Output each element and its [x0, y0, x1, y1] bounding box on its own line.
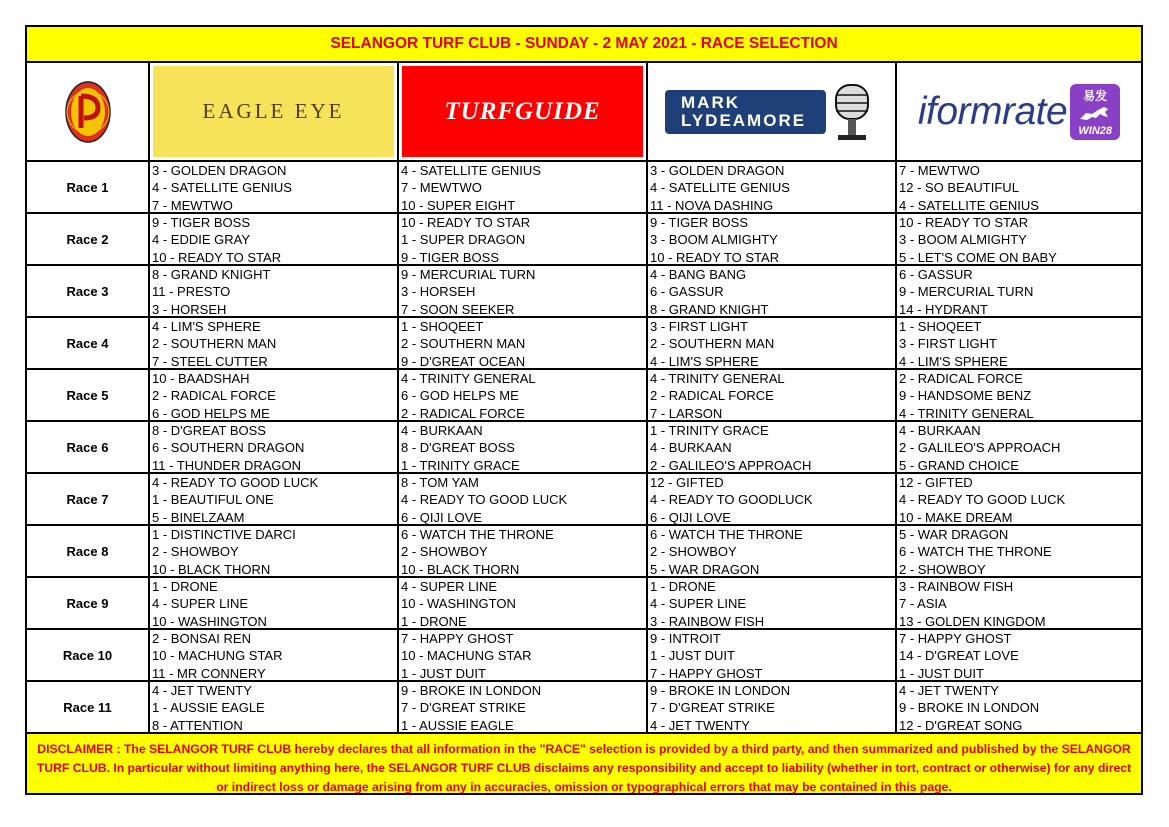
- horse-pick: 10 - READY TO STAR: [650, 249, 780, 265]
- selection-cell: [648, 422, 897, 472]
- horse-pick: 5 - WAR DRAGON: [650, 561, 760, 577]
- horse-pick: 2 - SHOWBOY: [401, 544, 488, 560]
- horse-pick: 4 - SUPER LINE: [401, 579, 498, 594]
- selection-cell: [399, 318, 648, 368]
- horse-pick: 3 - BOOM ALMIGHTY: [650, 232, 778, 248]
- selection-cell: [897, 370, 1141, 420]
- horse-pick: 4 - SATELLITE GENIUS: [401, 163, 541, 178]
- horse-pick: 4 - TRINITY GENERAL: [899, 405, 1034, 421]
- horse-pick: 9 - HANDSOME BENZ: [899, 388, 1032, 404]
- horse-pick: 7 - HAPPY GHOST: [899, 631, 1012, 646]
- horse-pick: 7 - D'GREAT STRIKE: [650, 700, 775, 716]
- horse-pick: 2 - BONSAI REN: [152, 631, 251, 646]
- race-label: Race 8: [27, 526, 150, 576]
- horse-pick: 11 - PRESTO: [152, 284, 231, 300]
- eagle-eye-logo-cell: [150, 63, 399, 160]
- horse-pick: 1 - SHOQEET: [899, 319, 982, 334]
- horse-pick: 8 - GRAND KNIGHT: [152, 267, 271, 282]
- horse-pick: 10 - BLACK THORN: [152, 561, 271, 577]
- selection-cell: [399, 162, 648, 212]
- selection-cell: [897, 630, 1141, 680]
- horse-pick: 1 - JUST DUIT: [401, 665, 486, 681]
- horse-pick: 1 - AUSSIE EAGLE: [152, 700, 265, 716]
- horse-pick: 9 - BROKE IN LONDON: [650, 683, 791, 698]
- horse-pick: 1 - BEAUTIFUL ONE: [152, 492, 274, 508]
- horse-pick: 1 - JUST DUIT: [899, 665, 984, 681]
- horse-pick: 10 - READY TO STAR: [152, 249, 282, 265]
- selection-cell: [897, 162, 1141, 212]
- horse-pick: 7 - LARSON: [650, 405, 723, 421]
- horse-pick: 4 - SATELLITE GENIUS: [152, 180, 292, 196]
- race-label: Race 7: [27, 474, 150, 524]
- horse-pick: 5 - BINELZAAM: [152, 509, 245, 525]
- horse-pick: 4 - BURKAAN: [650, 440, 732, 456]
- horse-pick: 2 - GALILEO'S APPROACH: [899, 440, 1061, 456]
- horse-pick: 4 - LIM'S SPHERE: [899, 353, 1008, 369]
- selection-cell: [150, 526, 399, 576]
- eagle-eye-logo: EAGLE EYE: [202, 99, 345, 123]
- horse-pick: 13 - GOLDEN KINGDOM: [899, 613, 1046, 629]
- microphone-icon: [826, 81, 878, 143]
- selection-cell: [648, 318, 897, 368]
- horse-pick: 3 - GOLDEN DRAGON: [152, 163, 287, 178]
- horse-pick: 2 - SHOWBOY: [650, 544, 737, 560]
- horse-pick: 2 - RADICAL FORCE: [152, 388, 276, 404]
- horse-pick: 1 - DRONE: [152, 579, 218, 594]
- horse-pick: 4 - JET TWENTY: [899, 683, 999, 698]
- horse-pick: 5 - GRAND CHOICE: [899, 457, 1019, 473]
- tipster-logo-row: [27, 63, 1141, 162]
- horse-pick: 6 - WATCH THE THRONE: [899, 544, 1052, 560]
- horse-pick: 3 - FIRST LIGHT: [650, 319, 748, 334]
- race-table: [27, 162, 1141, 734]
- horse-pick: 12 - GIFTED: [899, 475, 973, 490]
- race-label: Race 3: [27, 266, 150, 316]
- iformrate-logo-cell: [897, 63, 1141, 160]
- race-label: Race 10: [27, 630, 150, 680]
- horse-pick: 10 - SUPER EIGHT: [401, 197, 516, 213]
- horse-pick: 9 - TIGER BOSS: [401, 249, 500, 265]
- horse-pick: 11 - THUNDER DRAGON: [152, 457, 302, 473]
- horse-pick: 6 - SOUTHERN DRAGON: [152, 440, 305, 456]
- horse-pick: 10 - WASHINGTON: [152, 613, 267, 629]
- horse-pick: 4 - SATELLITE GENIUS: [650, 180, 790, 196]
- horse-pick: 4 - BURKAAN: [899, 423, 981, 438]
- selection-cell: [150, 266, 399, 316]
- mark-lydeamore-logo: MARK LYDEAMORE: [665, 90, 826, 134]
- horse-pick: 10 - READY TO STAR: [899, 215, 1029, 230]
- horse-pick: 9 - BROKE IN LONDON: [401, 683, 542, 698]
- horse-pick: 4 - READY TO GOOD LUCK: [899, 492, 1066, 508]
- horse-pick: 4 - EDDIE GRAY: [152, 232, 251, 248]
- horse-pick: 12 - D'GREAT SONG: [899, 717, 1023, 733]
- race-selection-sheet: [25, 25, 1143, 795]
- selection-cell: [897, 578, 1141, 628]
- selection-cell: [897, 318, 1141, 368]
- selection-cell: [648, 162, 897, 212]
- selection-cell: [150, 474, 399, 524]
- selection-cell: [399, 474, 648, 524]
- selection-cell: [897, 214, 1141, 264]
- selection-cell: [150, 630, 399, 680]
- race-row: [27, 214, 1141, 266]
- horse-pick: 2 - GALILEO'S APPROACH: [650, 457, 812, 473]
- selection-cell: [648, 526, 897, 576]
- horse-pick: 10 - WASHINGTON: [401, 596, 516, 612]
- horse-pick: 4 - LIM'S SPHERE: [650, 353, 759, 369]
- selection-cell: [648, 370, 897, 420]
- horse-pick: 2 - SOUTHERN MAN: [152, 336, 277, 352]
- horse-pick: 2 - RADICAL FORCE: [401, 405, 525, 421]
- horse-pick: 12 - GIFTED: [650, 475, 724, 490]
- horse-pick: 7 - MEWTWO: [899, 163, 980, 178]
- horse-pick: 10 - MAKE DREAM: [899, 509, 1013, 525]
- horse-pick: 4 - SUPER LINE: [650, 596, 747, 612]
- horse-pick: 10 - MACHUNG STAR: [152, 648, 283, 664]
- horse-pick: 7 - SOON SEEKER: [401, 301, 515, 317]
- win28-badge: 易发 WIN28: [1070, 84, 1120, 140]
- horse-pick: 8 - D'GREAT BOSS: [152, 423, 266, 438]
- selection-cell: [399, 578, 648, 628]
- horse-pick: 9 - MERCURIAL TURN: [401, 267, 536, 282]
- horse-pick: 4 - LIM'S SPHERE: [152, 319, 261, 334]
- horse-pick: 1 - TRINITY GRACE: [401, 457, 520, 473]
- race-row: [27, 474, 1141, 526]
- horse-icon: [1078, 105, 1112, 123]
- horse-pick: 9 - INTROIT: [650, 631, 721, 646]
- selection-cell: [399, 630, 648, 680]
- selection-cell: [897, 682, 1141, 732]
- horse-pick: 7 - STEEL CUTTER: [152, 353, 268, 369]
- horse-pick: 10 - BAADSHAH: [152, 371, 250, 386]
- race-label: Race 4: [27, 318, 150, 368]
- horse-pick: 5 - LET'S COME ON BABY: [899, 249, 1057, 265]
- horse-pick: 10 - READY TO STAR: [401, 215, 531, 230]
- horse-pick: 1 - SUPER DRAGON: [401, 232, 526, 248]
- horse-pick: 9 - MERCURIAL TURN: [899, 284, 1034, 300]
- horse-pick: 7 - HAPPY GHOST: [401, 631, 514, 646]
- horse-pick: 6 - QIJI LOVE: [650, 509, 731, 525]
- selection-cell: [399, 526, 648, 576]
- iformrate-logo: iformrate: [917, 89, 1068, 133]
- horse-pick: 5 - WAR DRAGON: [899, 527, 1009, 542]
- horse-pick: 1 - SHOQEET: [401, 319, 484, 334]
- horse-pick: 1 - DRONE: [401, 613, 467, 629]
- selection-cell: [399, 422, 648, 472]
- horse-pick: 1 - DISTINCTIVE DARCI: [152, 527, 296, 542]
- selection-cell: [399, 370, 648, 420]
- horse-pick: 4 - TRINITY GENERAL: [650, 371, 785, 386]
- selection-cell: [897, 422, 1141, 472]
- horse-pick: 2 - RADICAL FORCE: [650, 388, 774, 404]
- horse-pick: 6 - WATCH THE THRONE: [650, 527, 803, 542]
- horse-pick: 6 - GOD HELPS ME: [152, 405, 270, 421]
- selection-cell: [897, 266, 1141, 316]
- race-row: [27, 370, 1141, 422]
- horse-pick: 2 - SOUTHERN MAN: [650, 336, 775, 352]
- horse-pick: 6 - GOD HELPS ME: [401, 388, 519, 404]
- horse-pick: 9 - TIGER BOSS: [152, 215, 251, 230]
- selection-cell: [399, 266, 648, 316]
- selection-cell: [150, 214, 399, 264]
- horse-pick: 1 - DRONE: [650, 579, 716, 594]
- horse-pick: 4 - JET TWENTY: [650, 717, 750, 733]
- race-row: [27, 318, 1141, 370]
- horse-pick: 3 - RAINBOW FISH: [650, 613, 765, 629]
- selection-cell: [648, 578, 897, 628]
- horse-pick: 1 - AUSSIE EAGLE: [401, 717, 514, 733]
- horse-pick: 7 - HAPPY GHOST: [650, 665, 763, 681]
- horse-pick: 4 - SUPER LINE: [152, 596, 249, 612]
- horse-pick: 8 - TOM YAM: [401, 475, 479, 490]
- horse-pick: 2 - SOUTHERN MAN: [401, 336, 526, 352]
- horse-pick: 6 - QIJI LOVE: [401, 509, 482, 525]
- race-label: Race 6: [27, 422, 150, 472]
- race-label: Race 5: [27, 370, 150, 420]
- page-title: SELANGOR TURF CLUB - SUNDAY - 2 MAY 2021 - RACE SELECTION: [27, 27, 1141, 63]
- race-row: [27, 162, 1141, 214]
- selection-cell: [150, 318, 399, 368]
- mark-lydeamore-logo-cell: [648, 63, 897, 160]
- horse-pick: 14 - HYDRANT: [899, 301, 988, 317]
- race-label: Race 9: [27, 578, 150, 628]
- horse-pick: 3 - HORSEH: [152, 301, 227, 317]
- horse-pick: 8 - D'GREAT BOSS: [401, 440, 515, 456]
- horse-pick: 1 - TRINITY GRACE: [650, 423, 769, 438]
- horse-pick: 11 - NOVA DASHING: [650, 197, 774, 213]
- turfguide-logo-cell: [399, 63, 648, 160]
- turfguide-logo: TURFGUIDE: [444, 97, 601, 125]
- race-row: [27, 578, 1141, 630]
- horse-pick: 7 - D'GREAT STRIKE: [401, 700, 526, 716]
- horse-pick: 4 - READY TO GOOD LUCK: [401, 492, 568, 508]
- horse-pick: 7 - MEWTWO: [401, 180, 482, 196]
- horse-pick: 8 - GRAND KNIGHT: [650, 301, 769, 317]
- horse-pick: 10 - MACHUNG STAR: [401, 648, 532, 664]
- selection-cell: [399, 682, 648, 732]
- horse-pick: 6 - GASSUR: [650, 284, 724, 300]
- selection-cell: [897, 474, 1141, 524]
- race-row: [27, 682, 1141, 734]
- horse-pick: 7 - MEWTWO: [152, 197, 233, 213]
- selection-cell: [648, 682, 897, 732]
- horse-pick: 14 - D'GREAT LOVE: [899, 648, 1019, 664]
- horse-pick: 11 - MR CONNERY: [152, 665, 266, 681]
- selection-cell: [150, 578, 399, 628]
- horse-pick: 9 - TIGER BOSS: [650, 215, 749, 230]
- disclaimer-text: DISCLAIMER : The SELANGOR TURF CLUB hereby declares that all information in the "RACE" selection is provided by a third party, and then summarized and published by the SELANGOR TURF CLUB. In particular without limiting anything here, the SELANGOR TURF CLUB disclaims any responsibility and accept to liability (whether in tort, contract or otherwise) for any direct or indirect loss or damage arising from any in accuracies, omission or typographical errors that may be contained in this page.: [27, 734, 1141, 793]
- race-label: Race 2: [27, 214, 150, 264]
- horse-pick: 6 - WATCH THE THRONE: [401, 527, 554, 542]
- horse-pick: 4 - TRINITY GENERAL: [401, 371, 536, 386]
- selangor-turf-club-emblem-icon: [64, 80, 112, 144]
- horse-pick: 4 - JET TWENTY: [152, 683, 252, 698]
- horse-pick: 2 - RADICAL FORCE: [899, 371, 1023, 386]
- horse-pick: 3 - HORSEH: [401, 284, 476, 300]
- selection-cell: [150, 370, 399, 420]
- horse-pick: 4 - READY TO GOOD LUCK: [152, 475, 319, 490]
- race-row: [27, 422, 1141, 474]
- selection-cell: [150, 682, 399, 732]
- selection-cell: [648, 630, 897, 680]
- race-row: [27, 630, 1141, 682]
- selection-cell: [648, 474, 897, 524]
- selection-cell: [150, 162, 399, 212]
- selection-cell: [648, 214, 897, 264]
- horse-pick: 4 - BANG BANG: [650, 267, 747, 282]
- horse-pick: 9 - D'GREAT OCEAN: [401, 353, 526, 369]
- horse-pick: 2 - SHOWBOY: [899, 561, 986, 577]
- horse-pick: 4 - BURKAAN: [401, 423, 483, 438]
- club-emblem-cell: [27, 63, 150, 160]
- horse-pick: 3 - FIRST LIGHT: [899, 336, 997, 352]
- race-label: Race 11: [27, 682, 150, 732]
- race-label: Race 1: [27, 162, 150, 212]
- selection-cell: [399, 214, 648, 264]
- horse-pick: 10 - BLACK THORN: [401, 561, 520, 577]
- horse-pick: 9 - BROKE IN LONDON: [899, 700, 1040, 716]
- selection-cell: [897, 526, 1141, 576]
- horse-pick: 3 - BOOM ALMIGHTY: [899, 232, 1027, 248]
- horse-pick: 2 - SHOWBOY: [152, 544, 239, 560]
- horse-pick: 1 - JUST DUIT: [650, 648, 735, 664]
- selection-cell: [648, 266, 897, 316]
- race-row: [27, 266, 1141, 318]
- horse-pick: 4 - READY TO GOODLUCK: [650, 492, 813, 508]
- horse-pick: 8 - ATTENTION: [152, 717, 243, 733]
- horse-pick: 12 - SO BEAUTIFUL: [899, 180, 1019, 196]
- horse-pick: 3 - GOLDEN DRAGON: [650, 163, 785, 178]
- horse-pick: 6 - GASSUR: [899, 267, 973, 282]
- race-row: [27, 526, 1141, 578]
- horse-pick: 7 - ASIA: [899, 596, 947, 612]
- horse-pick: 3 - RAINBOW FISH: [899, 579, 1014, 594]
- selection-cell: [150, 422, 399, 472]
- horse-pick: 4 - SATELLITE GENIUS: [899, 197, 1039, 213]
